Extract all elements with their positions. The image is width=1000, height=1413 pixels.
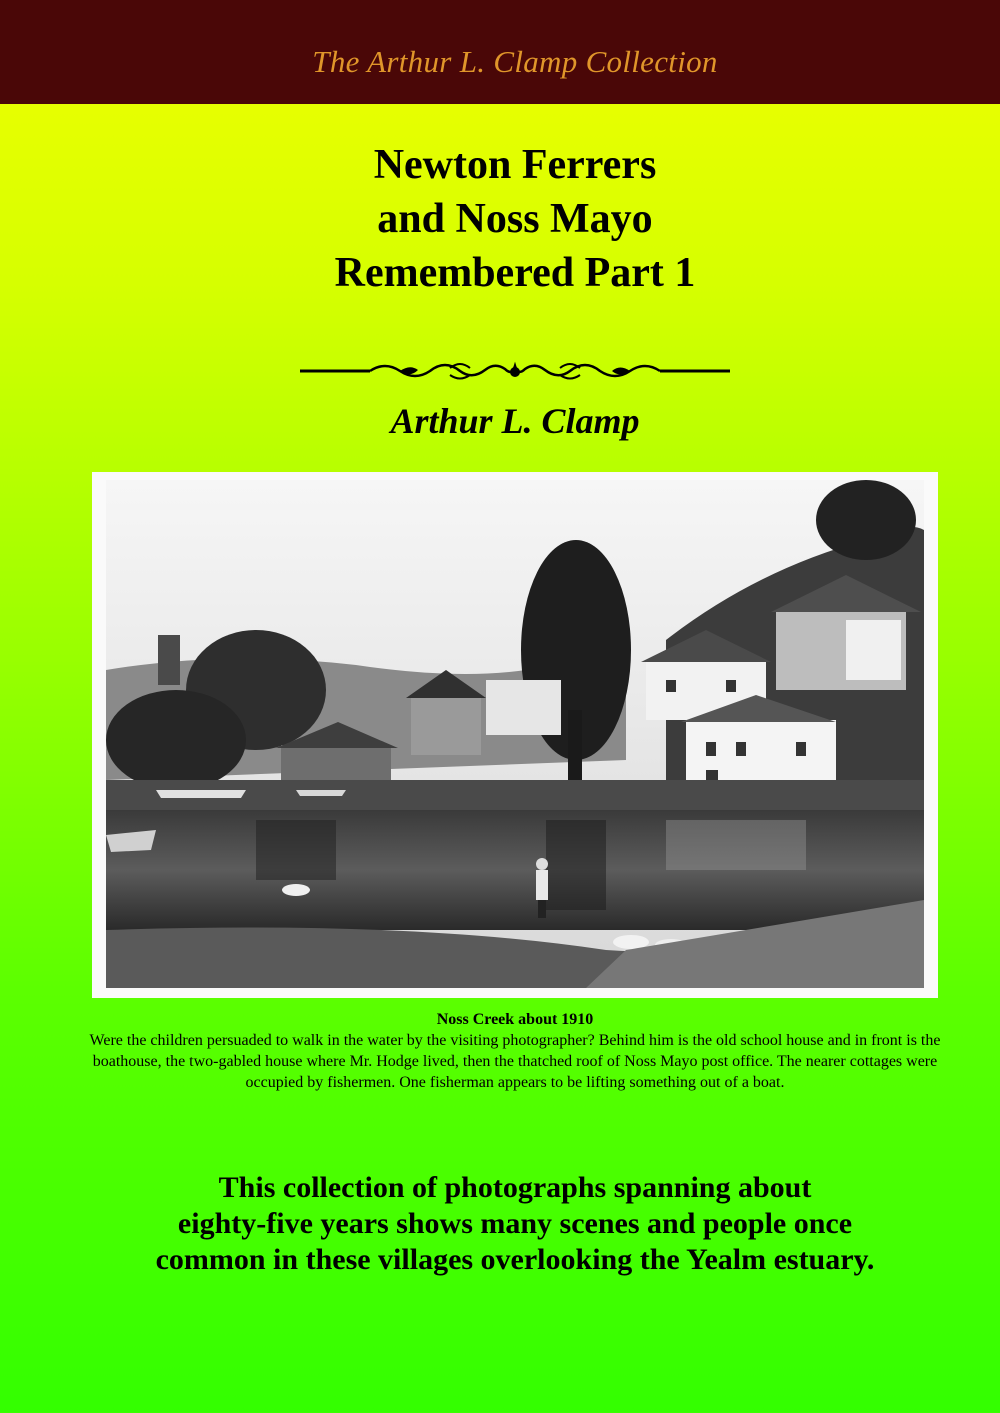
book-title-line-1: Newton Ferrers: [373, 142, 657, 188]
caption-title: Noss Creek about 1910: [436, 1011, 594, 1028]
book-title: [0, 138, 1000, 300]
caption-text: Were the children persuaded to walk in the water by the visiting photographer? Behind him is the old school house and in front is the boathouse, the two-gabled house where Mr. Hodge lived, then the thatched roof of Noss Mayo post office. The nearer cottages were occupied by fishermen. One fisherman appears to be lifting something out of a boat.: [89, 1032, 941, 1091]
noss-creek-photograph: [106, 480, 924, 988]
book-title-line-2: and Noss Mayo: [377, 196, 653, 242]
blurb-line-2: eighty-five years shows many scenes and people once: [177, 1207, 853, 1240]
back-cover-blurb: [60, 1170, 970, 1278]
ornamental-divider: [300, 356, 730, 386]
book-title-line-3: Remembered Part 1: [334, 250, 696, 296]
photo-frame: [92, 472, 938, 998]
series-title: The Arthur L. Clamp Collection: [312, 44, 718, 79]
author-name: Arthur L. Clamp: [390, 401, 640, 441]
blurb-line-3: common in these villages overlooking the Yealm estuary.: [155, 1243, 875, 1276]
blurb-line-1: This collection of photographs spanning about: [218, 1171, 812, 1204]
